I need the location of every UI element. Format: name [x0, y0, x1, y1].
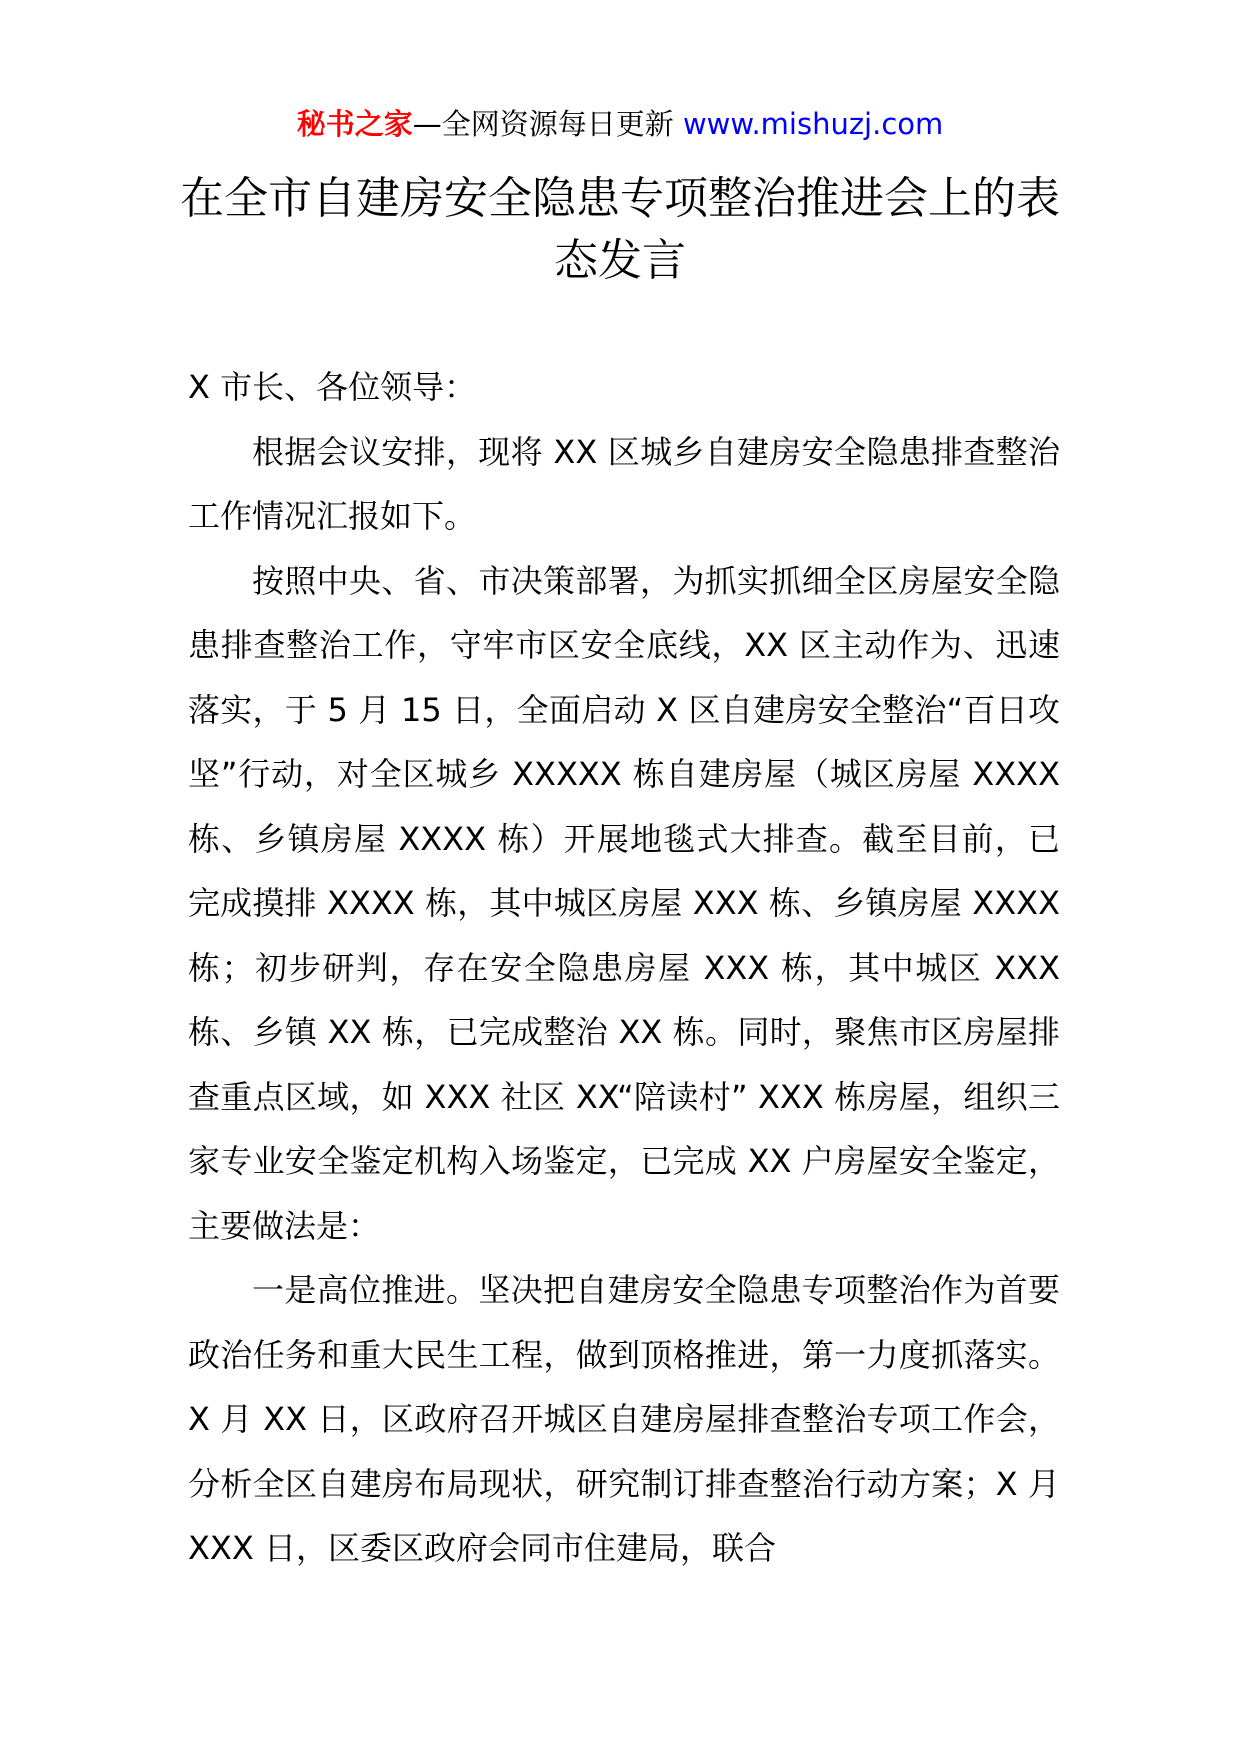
- paragraph-measure-1: 一是高位推进。坚决把自建房安全隐患专项整治作为首要政治任务和重大民生工程，做到顶格推进，第一力度抓落实。X 月 XX 日，区政府召开城区自建房屋排查整治专项工作会，分析全区自建房布局现状，研究制订排查整治行动方案；X 月 XXX 日，区委区政府会同市住建局，联合: [188, 1271, 1060, 1567]
- salutation: X 市长、各位领导：: [188, 368, 477, 406]
- site-brand: 秘书之家: [296, 107, 413, 141]
- paragraph-intro: 根据会议安排，现将 XX 区城乡自建房安全隐患排查整治工作情况汇报如下。: [188, 432, 1060, 535]
- site-header: [0, 104, 1240, 144]
- document-title: 在全市自建房安全隐患专项整治推进会上的表态发言: [180, 173, 1060, 286]
- site-url[interactable]: www.mishuzj.com: [682, 107, 944, 141]
- paragraph-overview: 按照中央、省、市决策部署，为抓实抓细全区房屋安全隐患排查整治工作，守牢市区安全底线，XX 区主动作为、迅速落实，于 5 月 15 日，全面启动 X 区自建房安全整治“百日攻坚”行动，对全区城乡 XXXXX 栋自建房屋（城区房屋 XXXX 栋、乡镇房屋 XXXX 栋）开展地毯式大排查。截至目前，已完成摸排 XXXX 栋，其中城区房屋 XXX 栋、乡镇房屋 XXXX 栋；初步研判，存在安全隐患房屋 XXX 栋，其中城区 XXX 栋、乡镇 XX 栋，已完成整治 XX 栋。同时，聚焦市区房屋排查重点区域，如 XXX 社区 XX“陪读村” XXX 栋房屋，组织三家专业安全鉴定机构入场鉴定，已完成 XX 户房屋安全鉴定，主要做法是：: [188, 561, 1060, 1245]
- document-body: [188, 355, 1060, 1581]
- site-tagline: —全网资源每日更新: [412, 107, 674, 141]
